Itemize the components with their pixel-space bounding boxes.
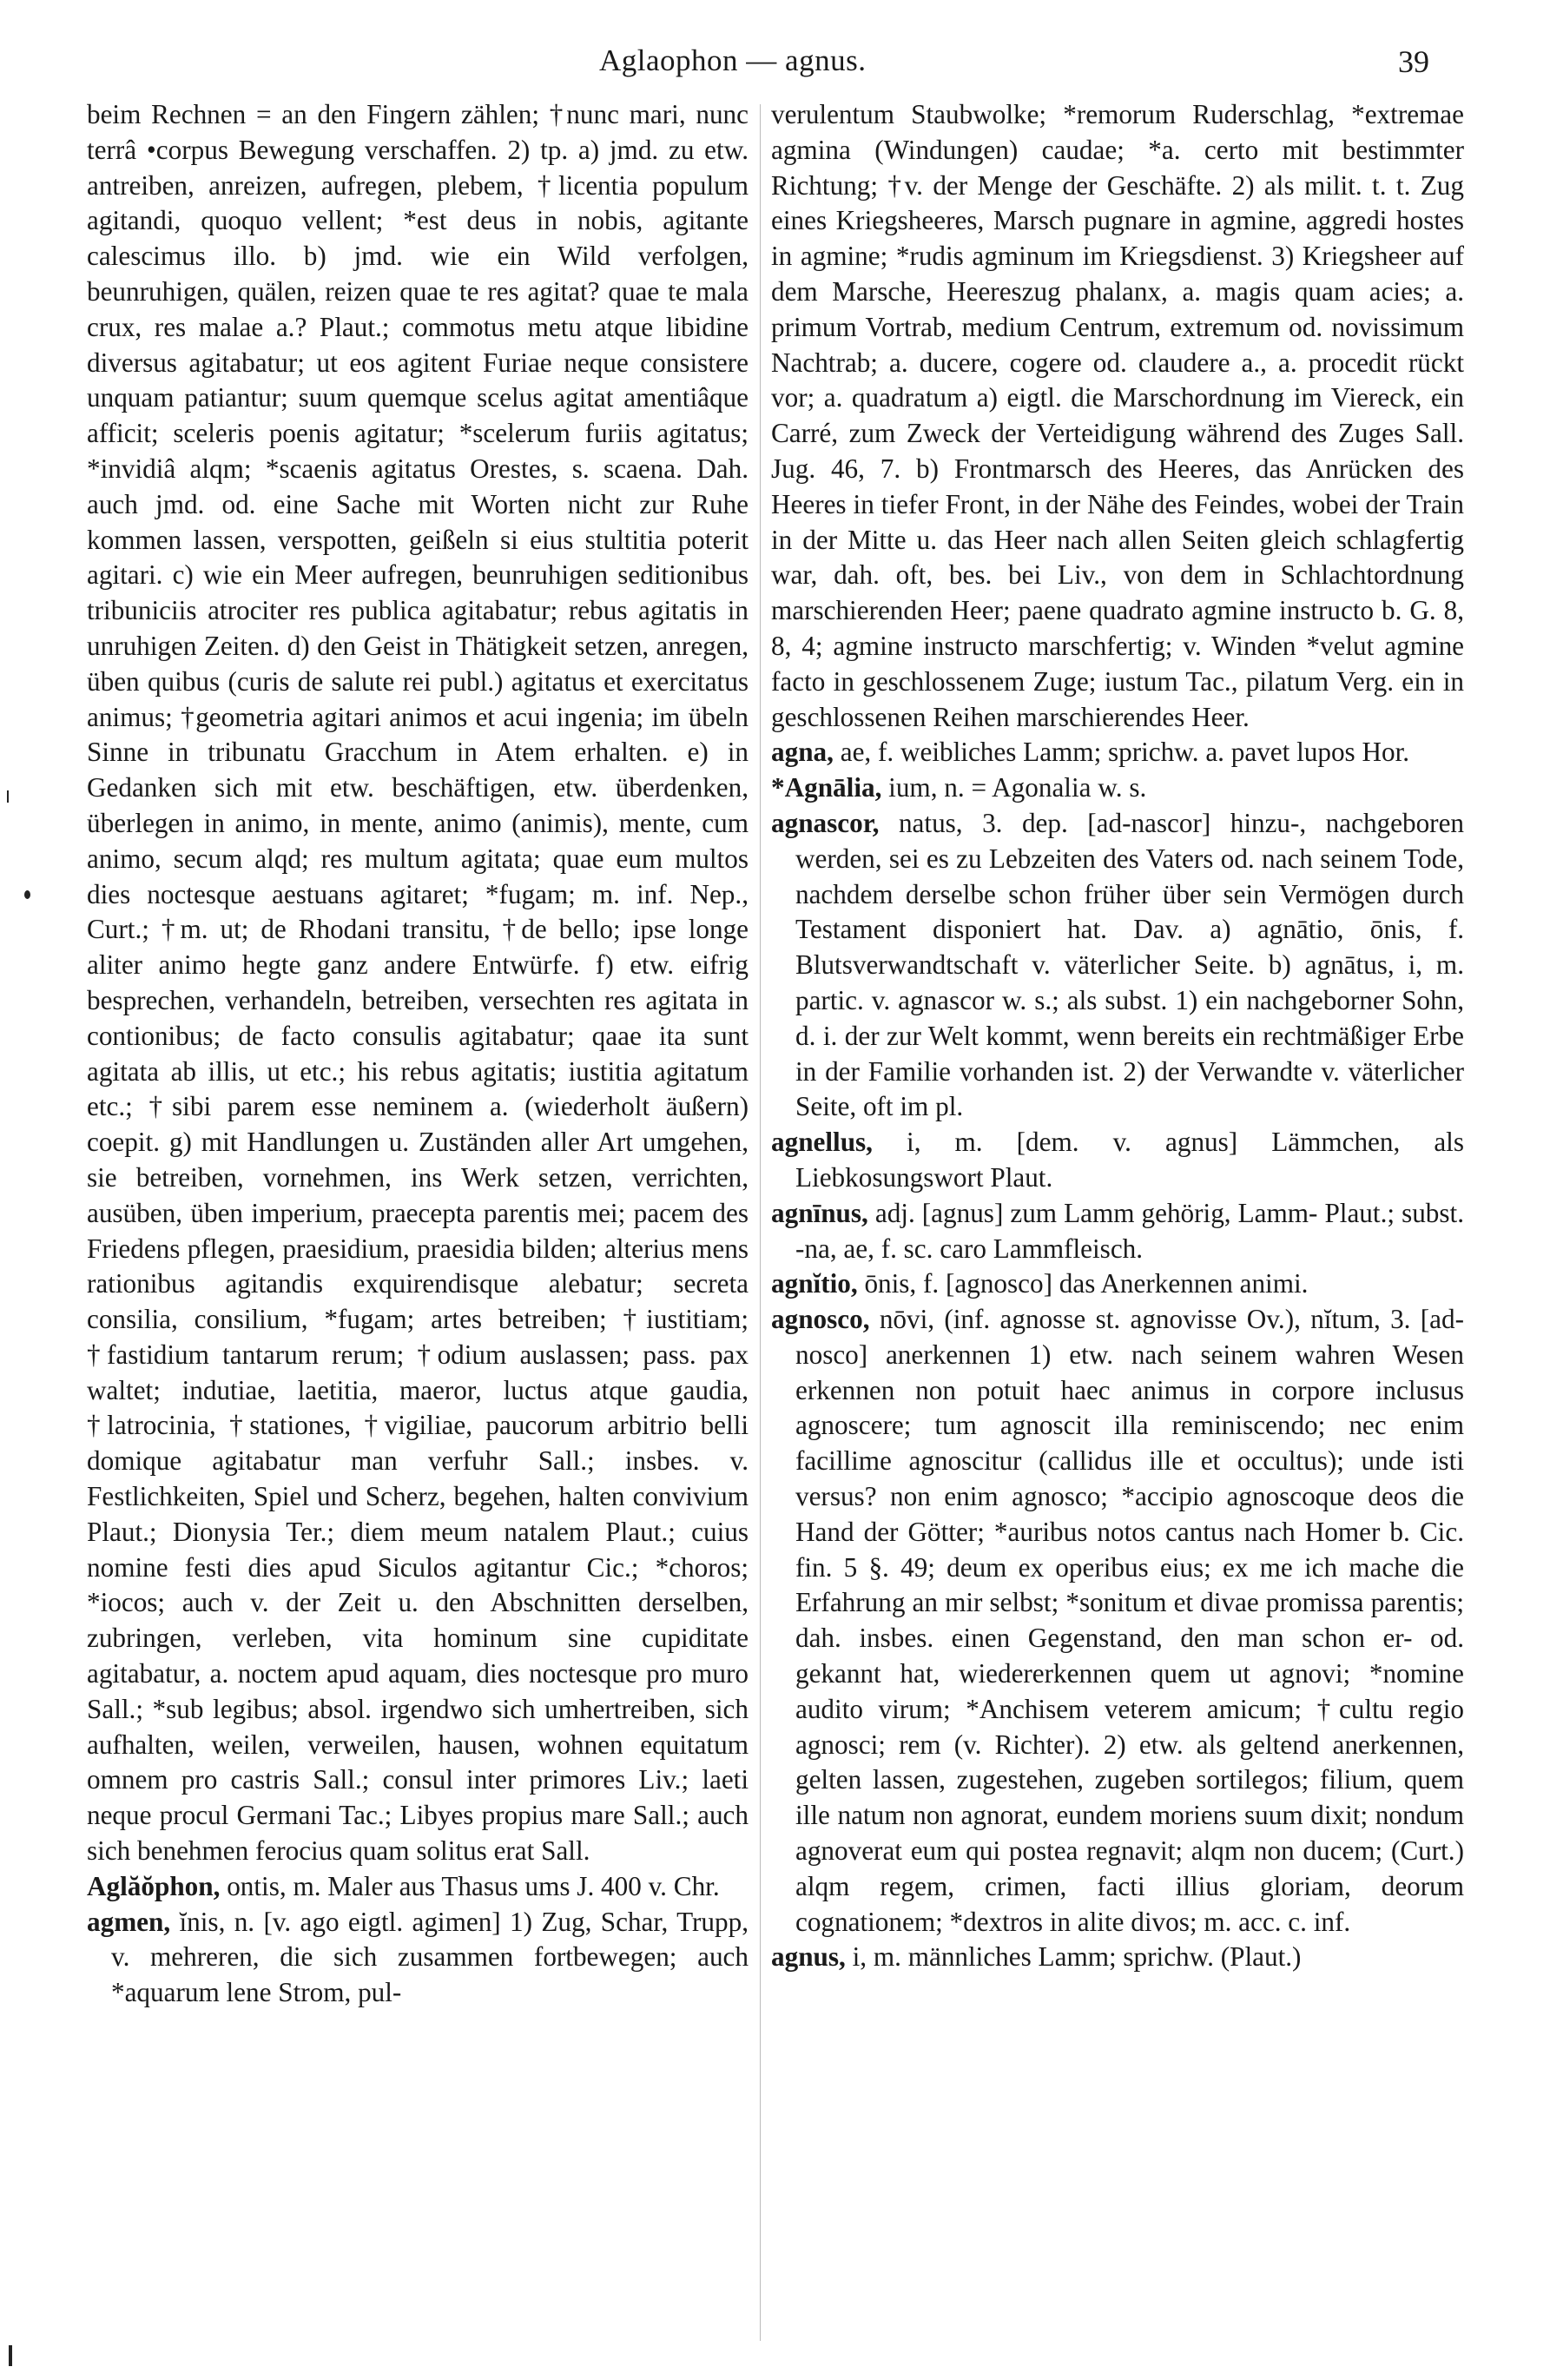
entry-lemma: agnosco,	[771, 1304, 870, 1335]
entry-lemma: Aglăŏphon,	[87, 1870, 221, 1901]
entry-lemma: agnascor,	[771, 807, 880, 838]
column-divider	[760, 104, 761, 2341]
entry-text: natus, 3. dep. [ad-nascor] hinzu-, nachgeboren werden, sei es zu Lebzeiten des Vaters od. nach seinem Tode, nachdem derselbe schon früher über sein Vermögen durch Testament disponiert hat. Dav. a) agnātio, ōnis, f. Blutsverwandtschaft v. väterlicher Seite. b) agnātus, i, m. partic. v. agnascor w. s.; als subst. 1) ein nachgeborner Sohn, d. i. der zur Welt kommt, wenn bereits ein rechtmäßiger Erbe in der Familie vorhanden ist. 2) der Verwandte v. väterlicher Seite, oft im pl.	[795, 807, 1464, 1122]
entry-lemma: agnīnus,	[771, 1197, 868, 1228]
entry-text: ium, n. = Agonalia w. s.	[881, 772, 1147, 803]
entry-text: ōnis, f. [agnosco] das Anerkennen animi.	[857, 1268, 1309, 1299]
entry-text: i, m. [dem. v. agnus] Lämmchen, als Liebkosungswort Plaut.	[795, 1127, 1464, 1193]
dictionary-entry	[771, 735, 1464, 770]
page-header	[0, 43, 1550, 87]
entry-text: i, m. männliches Lamm; sprichw. (Plaut.)	[845, 1941, 1302, 1973]
dictionary-entry	[771, 1196, 1464, 1267]
entry-text: ĭnis, n. [v. ago eigtl. agimen] 1) Zug, Schar, Trupp, v. mehreren, die sich zusammen fortbewegen; auch *aquarum lene Strom, pul-	[111, 1906, 749, 2008]
left-column	[87, 97, 749, 2338]
entry-lemma: agna,	[771, 737, 834, 768]
dictionary-entry	[87, 1905, 749, 2011]
entry-text: nōvi, (inf. agnosse st. agnovisse Ov.), nĭtum, 3. [ad-nosco] anerkennen 1) etw. nach seinem wahren Wesen erkennen non potuit haec animus in corpore inclusus agnoscere; tum agnoscit illa reminiscendo; nec enim facillime agnoscitur (callidus ille et occultus); unde isti versus? non enim agnosco; *accipio agnoscoque deos die Hand der Götter; *auribus notos cantus nach Homer b. Cic. fin. 5 §. 49; deum ex operibus eius; ex me ich mache die Erfahrung an mir selbst; *sonitum et divae promissa parentis; dah. insbes. einen Gegenstand, den man schon er- od. gekannt hat, wiedererkennen quem ut agnovi; *nomine audito virum; *Anchisem veterem amicum; †cultu regio agnosci; rem (v. Richter). 2) etw. als geltend anerkennen, gelten lassen, zugestehen, zugeben sortilegos; filium, quem ille natum non agnorat, eundem moriens suum dixit; nondum agnoverat eum qui postea regnavit; alqm non ducem; (Curt.) alqm regem, crimen, facti illius gloriam, deorum cognationem; *dextros in alite divos; m. acc. c. inf.	[795, 1304, 1464, 1937]
entry-lemma: agmen,	[87, 1906, 171, 1937]
entry-text: ae, f. weibliches Lamm; sprichw. a. pavet lupos Hor.	[833, 737, 1410, 768]
dictionary-entry	[771, 770, 1464, 806]
running-title: Aglaophon — agnus.	[599, 43, 867, 77]
entry-continuation: beim Rechnen = an den Fingern zählen; †nunc mari, nunc terrâ •corpus Bewegung verschaffen. 2) tp. a) jmd. zu etw. antreiben, anreizen, aufregen, plebem, †licentia populum agitandi, quoquo vellent; *est deus in nobis, agitante calescimus illo. b) jmd. wie ein Wild verfolgen, beunruhigen, quälen, reizen quae te res agitat? quae te mala crux, res malae a.? Plaut.; commotus metu atque libidine diversus agitabatur; ut eos agitent Furiae neque consistere unquam patiantur; suum quemque scelus agitat amentiâque afficit; sceleris poenis agitatur; *scelerum furiis agitatus; *invidiâ alqm; *scaenis agitatus Orestes, s. scaena. Dah. auch jmd. od. eine Sache mit Worten nicht zur Ruhe kommen lassen, verspotten, geißeln si eius stultitia poterit agitari. c) wie ein Meer aufregen, beunruhigen seditionibus tribuniciis atrociter res publica agitabatur; rebus agitatis in unruhigen Zeiten. d) den Geist in Thätigkeit setzen, anregen, üben quibus (curis de salute rei publ.) agitatus et exercitatus animus; †geometria agitari animos et acui ingenia; im übeln Sinne in tribunatu Gracchum in Atem erhalten. e) in Gedanken sich mit etw. beschäftigen, etw. überdenken, überlegen in animo, in mente, animo (animis), mente, cum animo, secum alqd; res multum agitata; quae eum multos dies noctesque aestuans agitaret; *fugam; m. inf. Nep., Curt.; †m. ut; de Rhodani transitu, †de bello; ipse longe aliter animo hegte ganz andere Entwürfe. f) etw. eifrig besprechen, verhandeln, betreiben, versechten res agitata in contionibus; de facto consulis agitabatur; qaae ita sunt agitata ab illis, ut etc.; his rebus agitatis; iustitia agitatum etc.; †sibi parem esse neminem a. (wiederholt äußern) coepit. g) mit Handlungen u. Zuständen aller Art umgehen, sie betreiben, vornehmen, ins Werk setzen, verrichten, ausüben, üben imperium, praecepta parentis mei; pacem des Friedens pflegen, praesidium, praesidia bilden; alterius mens rationibus agitandis exquirendisque alebatur; secreta consilia, consilium, *fugam; artes betreiben; †iustitiam; †fastidium tantarum rerum; †odium auslassen; pass. pax waltet; indutiae, laetitia, maeror, luctus atque gaudia, †latrocinia, †stationes, †vigiliae, paucorum arbitrio belli domique agitabatur man verfuhr Sall.; insbes. v. Festlichkeiten, Spiel und Scherz, begehen, halten convivium Plaut.; Dionysia Ter.; diem meum natalem Plaut.; cuius nomine festi dies apud Siculos agitantur Cic.; *choros; *iocos; auch v. der Zeit u. den Abschnitten derselben, zubringen, verleben, vita hominum sine cupiditate agitabatur, a. noctem apud aquam, dies noctesque pro muro Sall.; *sub legibus; absol. irgendwo sich umhertreiben, sich aufhalten, weilen, verweilen, hausen, wohnen equitatum omnem pro castris Sall.; consul inter primores Liv.; laeti neque procul Germani Tac.; Libyes propius mare Sall.; auch sich benehmen ferocius quam solitus erat Sall.	[87, 99, 749, 1867]
dictionary-entry	[771, 1940, 1464, 1975]
scan-speck	[7, 790, 9, 803]
dictionary-entry	[87, 1869, 749, 1905]
right-column	[771, 97, 1464, 2338]
entry-lemma: agnellus,	[771, 1127, 873, 1158]
page-number: 39	[1398, 44, 1429, 79]
entry-lemma: *Agnālia,	[771, 772, 882, 803]
entry-lemma: agnus,	[771, 1941, 846, 1973]
scan-speck	[24, 890, 30, 899]
scan-speck	[9, 2345, 12, 2366]
entry-text: adj. [agnus] zum Lamm gehörig, Lamm- Plaut.; subst. -na, ae, f. sc. caro Lammfleisch.	[795, 1197, 1464, 1264]
dictionary-entry	[771, 1125, 1464, 1196]
entry-lemma: agnĭtio,	[771, 1268, 858, 1299]
entry-continuation: verulentum Staubwolke; *remorum Ruderschlag, *extremae agmina (Windungen) caudae; *a. certo mit bestimmter Richtung; †v. der Menge der Geschäfte. 2) als milit. t. t. Zug eines Kriegsheeres, Marsch pugnare in agmine, aggredi hostes in agmine; *rudis agminum im Kriegsdienst. 3) Kriegsheer auf dem Marsche, Heereszug phalanx, a. magis quam acies; a. primum Vortrab, medium Centrum, extremum od. novissimum Nachtrab; a. ducere, cogere od. claudere a., a. procedit rückt vor; a. quadratum a) eigtl. die Marschordnung im Viereck, ein Carré, zum Zweck der Verteidigung während des Zuges Sall. Jug. 46, 7. b) Frontmarsch des Heeres, das Anrücken des Heeres in tiefer Front, in der Nähe des Feindes, wobei der Train in der Mitte u. das Heer nach allen Seiten gleich schlagfertig war, dah. oft, bes. bei Liv., von dem in Schlachtordnung marschierenden Heer; paene quadrato agmine instructo b. G. 8, 8, 4; agmine instructo marschfertig; v. Winden *velut agmine facto in geschlossenem Zuge; iustum Tac., pilatum Verg. ein in geschlossenen Reihen marschierendes Heer.	[771, 99, 1464, 732]
dictionary-entry	[771, 1302, 1464, 1940]
dictionary-entry	[771, 806, 1464, 1125]
entry-text: ontis, m. Maler aus Thasus ums J. 400 v. Chr.	[220, 1870, 720, 1901]
dictionary-entry	[771, 1266, 1464, 1302]
